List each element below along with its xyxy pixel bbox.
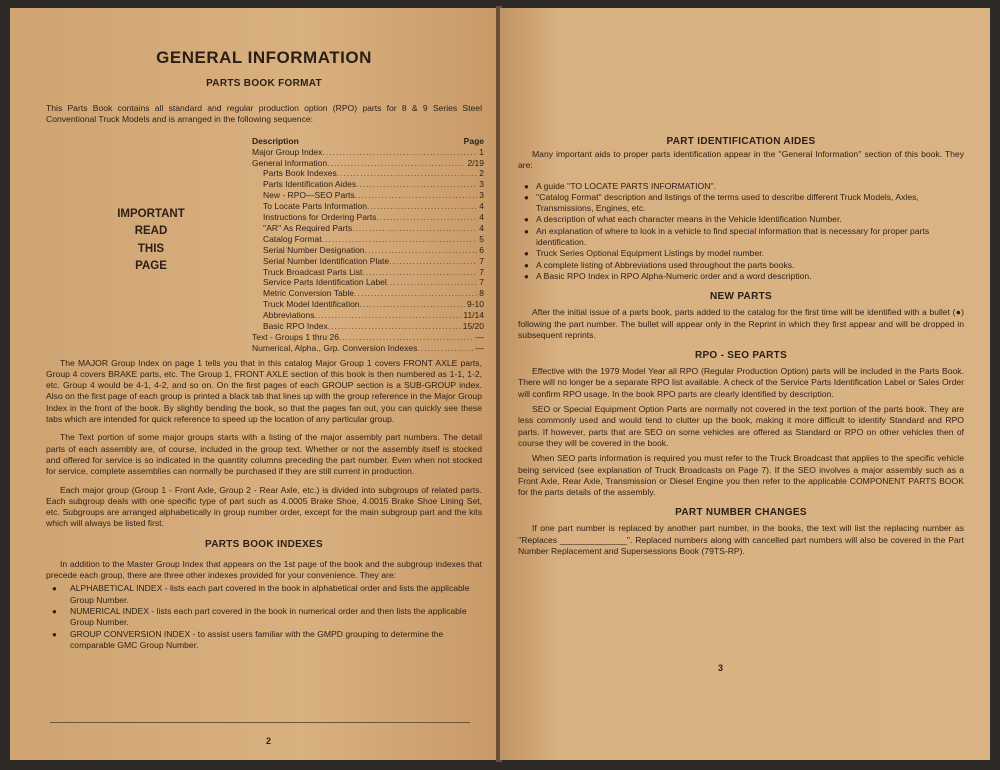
contents-row-label: Metric Conversion Table	[263, 288, 355, 299]
right-page	[500, 8, 990, 760]
important-line: IMPORTANT	[117, 207, 185, 220]
contents-row-label: New - RPO—SEO Parts	[263, 190, 355, 201]
dot-leader	[365, 245, 478, 256]
section-heading-parts-book-format: PARTS BOOK FORMAT	[206, 78, 322, 89]
contents-table	[252, 136, 484, 354]
contents-row-label: Major Group Index	[252, 146, 323, 157]
list-item: ● A description of what each character means in the Vehicle Identification Number.	[518, 214, 964, 225]
contents-row	[252, 190, 484, 201]
subgroup-paragraph: Each major group (Group 1 - Front Axle, Group 2 - Rear Axle, etc.) is divided into subgroups of related parts. Each subgroup deals with one specific type of part such as 4.0005 Brake Shoe, 4.0015 Brake Shoe Lining Set, etc. Subgroups are arranged alphabetically in group number order, except for the main subgroup part and the kits which will always be listed first.	[46, 484, 482, 529]
list-item: ● NUMERICAL INDEX - lists each part covered in the book in numerical order and then lists the applicable Group Number.	[46, 606, 482, 629]
list-item: ● ''Catalog Format'' description and listings of the terms used to describe different Truck Models, Axles, Transmissions, Engines, etc.	[518, 192, 964, 215]
list-item: ● GROUP CONVERSION INDEX - to assist users familiar with the GMPD grouping to determine the comparable GMC Group Number.	[46, 629, 482, 652]
contents-header-page: Page	[463, 135, 484, 146]
contents-row-page: 3	[479, 190, 484, 201]
contents-row-label: To Locate Parts Information	[263, 201, 367, 212]
dot-leader	[322, 147, 477, 158]
contents-row	[252, 321, 484, 332]
contents-row-label: General Information	[252, 157, 328, 168]
contents-row-label: Text - Groups 1 thru 26	[252, 332, 339, 342]
section-heading-new-parts: NEW PARTS	[710, 291, 772, 303]
contents-row-page: 3	[479, 179, 484, 190]
list-item: ● A complete listing of Abbreviations used throughout the parts books.	[518, 260, 964, 271]
contents-header	[252, 136, 484, 147]
contents-section	[46, 136, 482, 358]
page-number-left: 2	[266, 736, 272, 746]
contents-row	[252, 343, 484, 354]
contents-row-page: 4	[479, 222, 484, 233]
aides-intro: Many important aids to proper parts identification appear in the ''General Information'' section of this book. They are:	[518, 149, 964, 171]
dot-leader	[389, 256, 477, 267]
contents-row	[252, 223, 484, 234]
contents-row	[252, 201, 484, 212]
contents-row-page: 5	[479, 233, 484, 244]
contents-row-page: 4	[479, 201, 484, 212]
contents-row-page: 9-10	[466, 299, 484, 310]
contents-row-label: Abbreviations	[263, 310, 315, 321]
contents-row	[252, 277, 484, 288]
contents-row	[252, 299, 484, 310]
contents-row	[252, 158, 484, 169]
list-item: ● A guide ''TO LOCATE PARTS INFORMATION''.	[518, 181, 964, 192]
contents-row	[252, 288, 484, 299]
intro-paragraph: This Parts Book contains all standard and regular production option (RPO) parts for 8 & 9 Series Steel Conventional Truck Models and is arranged in the following sequence:	[46, 103, 482, 125]
dot-leader	[339, 332, 474, 343]
dot-leader	[376, 212, 477, 223]
contents-row-label: Truck Model Identification	[263, 299, 360, 310]
important-notice	[106, 206, 196, 276]
contents-row-label: ''AR'' As Required Parts	[263, 222, 353, 233]
dot-leader	[367, 201, 477, 212]
contents-row-label: Catalog Format	[263, 233, 322, 244]
section-heading-parts-book-indexes: PARTS BOOK INDEXES	[204, 538, 323, 550]
page-title: GENERAL INFORMATION	[156, 48, 372, 67]
contents-row-label: Parts Identification Aides	[263, 179, 357, 190]
part-number-paragraph: If one part number is replaced by another part number, in the books, the text will list the replacing number as ''Replaces ______________''. Replaced numbers along with cancelled part numbers will also be covered in the Part Number Replacement and Supersessions Book (79TS-RP).	[518, 523, 964, 557]
contents-row-label: Serial Number Identification Plate	[263, 255, 390, 266]
contents-row	[252, 267, 484, 278]
contents-header-description: Description	[252, 135, 299, 146]
rpo-paragraph-2: SEO or Special Equipment Option Parts are normally not covered in the text portion of the parts book. They are less commonly used and would tend to clutter up the book, making it more difficult to identify Standard and RPO parts. If however, parts that are SEO on some vehicles are offered as Standard or RPO on other vehicles then of course they will be covered in the book.	[518, 404, 964, 448]
contents-row	[252, 168, 484, 179]
contents-row-page: 8	[479, 288, 484, 299]
text-portion-paragraph: The Text portion of some major groups starts with a listing of the major assembly part numbers. The detail parts of each assembly are, of course, included in the group text. Whether or not the assembly itself is stocked and offered for service is so indicated in the quantity columns preceding the part number. Even when not stocked for service, complete assemblies can normally be purchased if they are still current in production.	[46, 432, 482, 477]
contents-row-label: Serial Number Designation	[263, 244, 365, 255]
dot-leader	[327, 158, 465, 169]
contents-row-page: 15/20	[462, 321, 484, 332]
list-item: ● ALPHABETICAL INDEX - lists each part covered in the book in alphabetical order and lists the applicable Group Number.	[46, 583, 482, 606]
contents-row	[252, 147, 484, 158]
major-group-paragraph: The MAJOR Group Index on page 1 tells you that in this catalog Major Group 1 covers FRONT AXLE parts, Group 4 covers BRAKE parts, etc. The Group 1, FRONT AXLE section of this book is then numbered as 1-1, 1-2, etc. Group 4 would be 4-1, 4-2, and so on. On the first pages of each GROUP section is a SUB-GROUP index. Also on the first page of each group is printed a black tab that lines up with the group reference in the Major Group Index in the front of the book. By slightly bending the book, so that the pages fan out, you can quickly see these tabs which are intended for quick reference to speed up the location of any particular group.	[46, 357, 482, 425]
indexes-intro: In addition to the Master Group Index that appears on the 1st page of the book and the subgroup indexes that precede each group, there are three other indexes provided for your convenience. They are:	[46, 558, 482, 581]
contents-row	[252, 179, 484, 190]
dot-leader	[337, 168, 478, 179]
dot-leader	[315, 310, 462, 321]
contents-row-page: —	[475, 342, 484, 353]
section-heading-part-identification-aides: PART IDENTIFICATION AIDES	[666, 136, 816, 147]
section-heading-rpo-seo-parts: RPO - SEO PARTS	[694, 350, 788, 362]
dot-leader	[387, 277, 477, 288]
rpo-paragraph-1: Effective with the 1979 Model Year all RPO (Regular Production Option) parts will be included in the Parts Book. There will no longer be a separate RPO list available. A check of the Service Parts Identification Label or Sales Order will confirm RPO usage. In the book RPO parts are clearly identified by description.	[518, 366, 964, 399]
new-parts-paragraph: After the initial issue of a parts book, parts added to the catalog for the first time will be identified with a bullet (●) following the part number. The bullet will appear only in the Reprint in which they first appear and will be dropped in subsequent reprints.	[518, 307, 964, 340]
list-item: ● An explanation of where to look in a vehicle to find special information that is necessary for proper parts identification.	[518, 226, 964, 249]
dot-leader	[352, 223, 477, 234]
dot-leader	[322, 234, 478, 245]
contents-row-label: Service Parts Identification Label	[263, 277, 387, 288]
dot-leader	[356, 179, 477, 190]
contents-row	[252, 212, 484, 223]
section-heading-part-number-changes: PART NUMBER CHANGES	[675, 507, 807, 519]
dot-leader	[354, 288, 477, 299]
important-line: THIS	[137, 242, 165, 255]
contents-row-label: Parts Book Indexes	[263, 168, 337, 179]
dot-leader	[328, 321, 461, 332]
contents-row-page: 4	[479, 212, 484, 223]
contents-row-label: Instructions for Ordering Parts	[263, 212, 377, 223]
contents-row-page: 7	[479, 277, 484, 288]
contents-row-page: 2/19	[467, 157, 484, 168]
contents-row	[252, 234, 484, 245]
contents-row-page: 6	[479, 244, 484, 255]
contents-row	[252, 332, 484, 343]
footer-rule	[50, 722, 470, 723]
page-number-right: 3	[718, 663, 724, 673]
important-line: PAGE	[135, 260, 167, 273]
dot-leader	[417, 343, 473, 354]
dot-leader	[360, 299, 465, 310]
contents-row-page: 11/14	[463, 310, 484, 321]
indexes-list	[46, 583, 482, 651]
dot-leader	[362, 267, 477, 278]
list-item: ● A Basic RPO Index in RPO Alpha-Numeric order and a word description.	[518, 271, 964, 282]
important-line: READ	[134, 225, 168, 238]
list-item: ● Truck Series Optional Equipment Listings by model number.	[518, 248, 964, 259]
contents-row	[252, 245, 484, 256]
contents-row-page: 7	[479, 266, 484, 277]
dot-leader	[355, 190, 478, 201]
contents-row-page: 1	[479, 146, 484, 157]
rpo-paragraph-3: When SEO parts information is required you must refer to the Truck Broadcast that applies to the specific vehicle being serviced (see explanation of Truck Broadcasts on Page 7). If the SEO involves a major assembly such as a Front Axle, Rear Axle, Transmission or Diesel Engine you then refer to the applicable COMPONENT PARTS BOOK for the parts details of the assembly.	[518, 453, 964, 498]
contents-row-page: —	[475, 332, 484, 342]
contents-row	[252, 256, 484, 267]
contents-row	[252, 310, 484, 321]
contents-row-page: 2	[479, 168, 484, 179]
contents-row-page: 7	[479, 255, 484, 266]
contents-row-label: Truck Broadcast Parts List	[263, 266, 363, 277]
contents-row-label: Basic RPO Index	[263, 321, 328, 332]
contents-row-label: Numerical, Alpha., Grp. Conversion Indexes	[252, 342, 418, 353]
left-page	[10, 8, 498, 760]
aides-list	[518, 181, 964, 283]
